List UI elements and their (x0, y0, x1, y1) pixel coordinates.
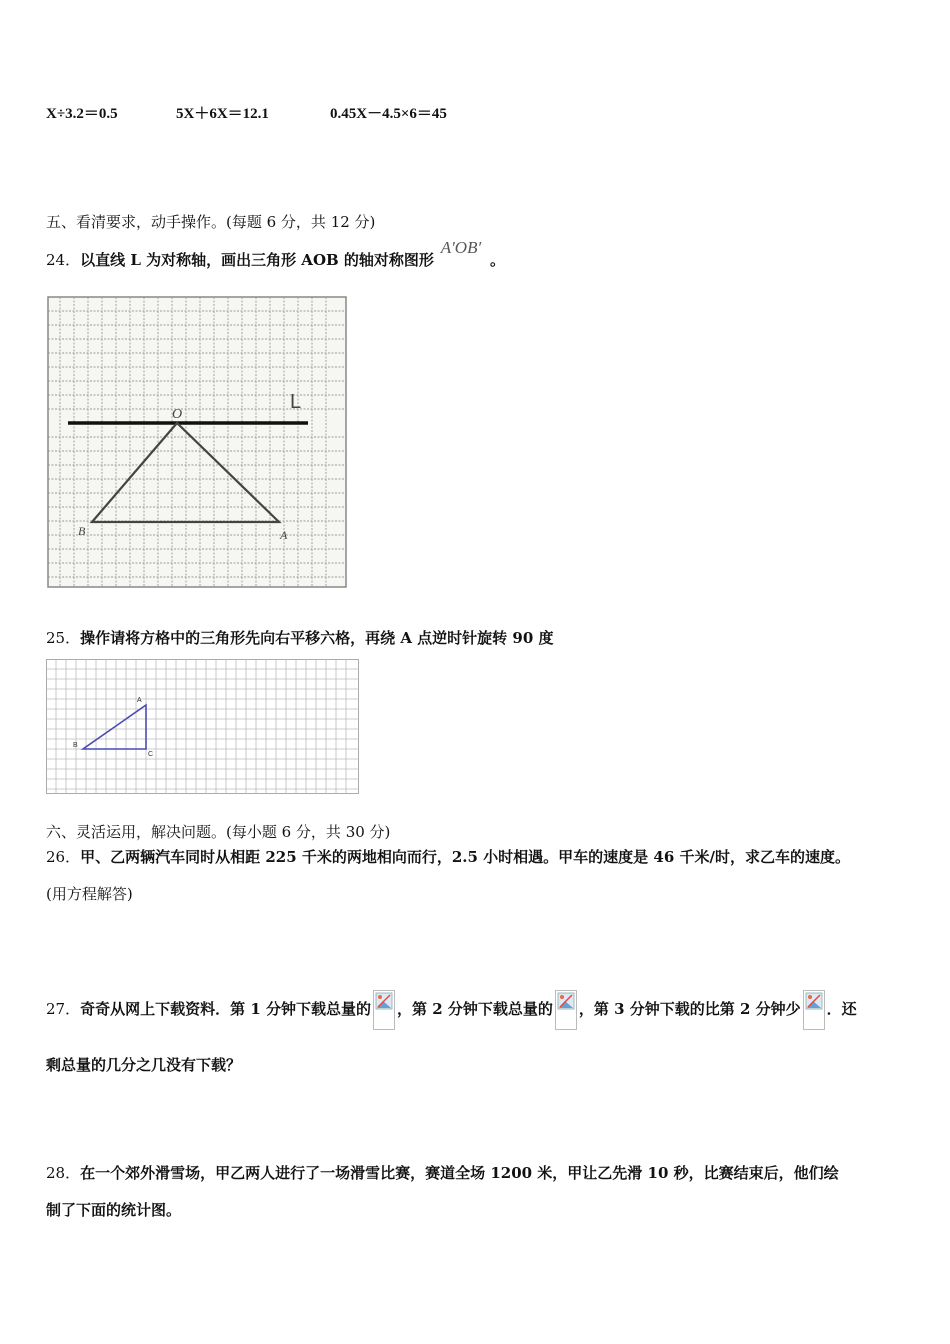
question-28 (46, 1162, 839, 1183)
question-25-number: 25． (46, 629, 81, 647)
question-27-part3: ，第 3 分钟下载的比第 2 分钟少 (578, 1000, 801, 1018)
question-24-text: 以直线 L 为对称轴，画出三角形 AOB 的轴对称图形 (80, 251, 434, 269)
section-5-title: 五、看清要求，动手操作。(每题 6 分，共 12 分) (46, 213, 376, 231)
question-24-end: 。 (489, 251, 505, 269)
question-25-text: 操作请将方格中的三角形先向右平移六格，再绕 A 点逆时针旋转 90 度 (80, 629, 554, 647)
label-o: O (171, 407, 183, 422)
question-24 (46, 238, 505, 270)
question-27-number: 27． (46, 1000, 81, 1018)
question-27-part4: ．还 (826, 1000, 857, 1018)
label-a: A (280, 528, 288, 542)
question-28-line2: 制了下面的统计图。 (46, 1201, 182, 1219)
question-28-number: 28． (46, 1164, 81, 1182)
question-24-number: 24． (46, 251, 81, 269)
question-26 (46, 846, 850, 867)
question-27 (46, 990, 857, 1030)
question-27-part2: ，第 2 分钟下载总量的 (396, 1000, 553, 1018)
label-b: B (73, 742, 78, 749)
grid-border (47, 660, 359, 794)
question-26-note: (用方程解答) (46, 885, 133, 903)
question-26-text: 甲、乙两辆汽车同时从相距 225 千米的两地相向而行，2.5 小时相遇。甲车的速度是 46 千米/时，求乙车的速度。 (80, 848, 850, 866)
section-6-title: 六、灵活运用，解决问题。(每小题 6 分，共 30 分) (46, 823, 391, 841)
question-24-math: A′OB′ (440, 238, 482, 257)
question-27-line2: 剩总量的几分之几没有下载？ (46, 1056, 242, 1074)
fraction-image-icon (555, 990, 577, 1030)
question-28-text: 在一个郊外滑雪场，甲乙两人进行了一场滑雪比赛，赛道全场 1200 米，甲让乙先滑 10 秒，比赛结束后，他们绘 (80, 1164, 839, 1182)
equation-2: 5X＋6X＝12.1 (176, 106, 269, 122)
symmetry-grid-figure (46, 295, 348, 589)
equation-3: 0.45X－4.5×6＝45 (330, 106, 447, 122)
question-27-part1: 奇奇从网上下载资料．第 1 分钟下载总量的 (80, 1000, 371, 1018)
equation-1: X÷3.2＝0.5 (46, 106, 118, 122)
label-l: L (290, 391, 302, 413)
question-25 (46, 627, 554, 648)
question-26-number: 26． (46, 848, 81, 866)
label-a: A (137, 697, 142, 704)
fraction-image-icon (373, 990, 395, 1030)
translation-grid-figure (46, 659, 360, 795)
label-b: B (78, 524, 86, 538)
fraction-image-icon (803, 990, 825, 1030)
label-c: C (148, 751, 154, 758)
